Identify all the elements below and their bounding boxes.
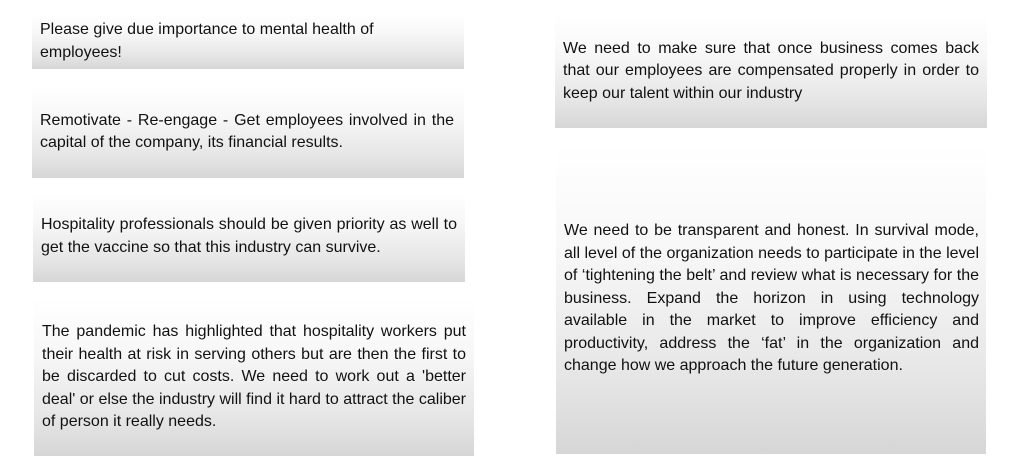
quote-text: We need to make sure that once business comes back that our employees are compensated properly in order to keep our talent within our industry — [563, 39, 979, 102]
quote-card-pandemic-workers — [34, 299, 474, 456]
quote-text: We need to be transparent and honest. In survival mode, all level of the organization needs to participate in the level of ‘tightening the belt’ and review what is necessary for the business. Expand the horizon in using technology available in the market to improve efficiency and productivity, address the ‘fat’ in the organization and change how we approach the future generation. — [564, 222, 979, 375]
quote-text: Hospitality professionals should be given priority as well to get the vaccine so that this industry can survive. — [41, 216, 457, 256]
quote-text: Remotivate - Re-engage - Get employees involved in the capital of the company, its financial results. — [40, 111, 454, 151]
quote-card-vaccine-priority — [33, 191, 465, 282]
quote-text: Please give due importance to mental health of employees! — [40, 21, 374, 61]
quote-card-compensation — [555, 15, 987, 128]
quote-text: The pandemic has highlighted that hospitality workers put their health at risk in serving others but are then the first to be discarded to cut costs. We need to work out a 'better deal' or else the industry will find it hard to attract the caliber of person it really needs. — [42, 323, 466, 431]
quote-card-mental-health — [32, 15, 464, 69]
quote-card-transparency — [556, 144, 986, 454]
quote-card-remotivate — [32, 86, 464, 178]
